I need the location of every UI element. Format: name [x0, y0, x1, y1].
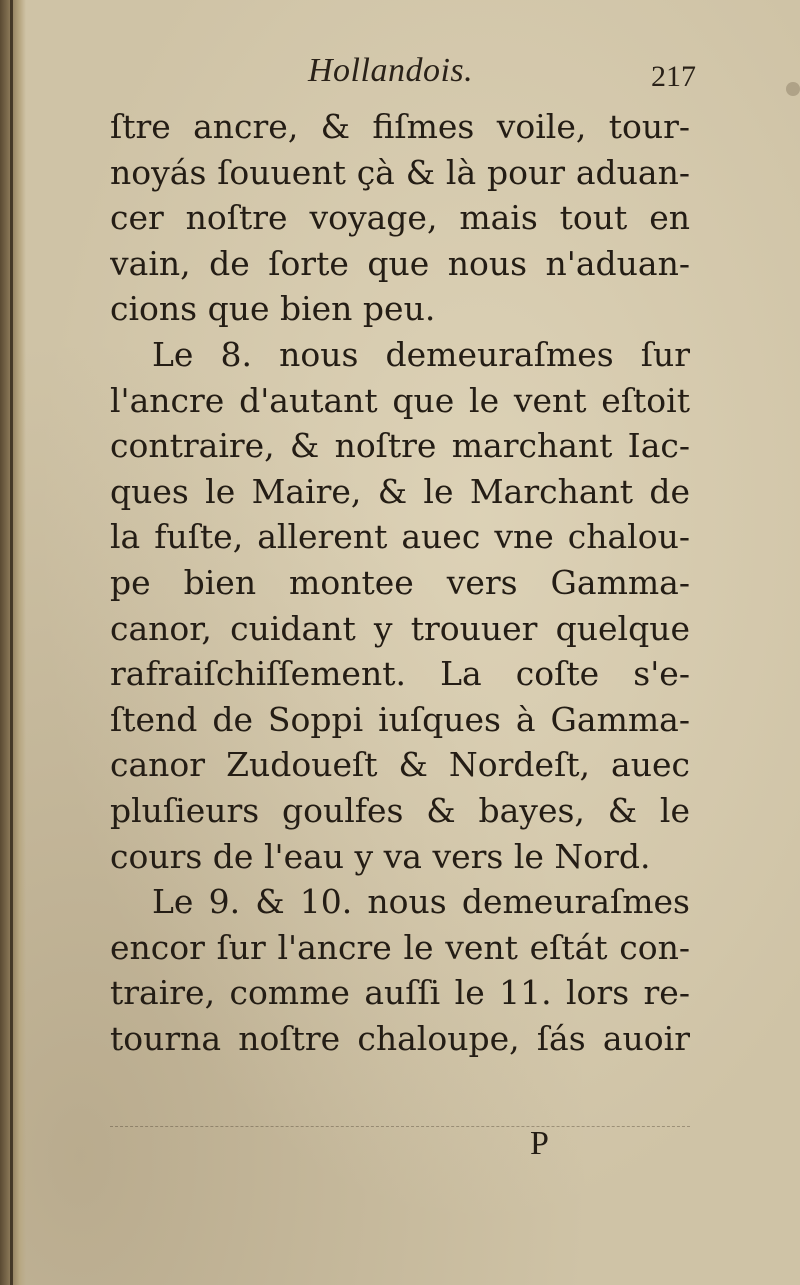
text-line: Le 9. & 10. nous demeuraſmes [152, 882, 690, 922]
text-line: pe bien montee vers Gamma- [110, 562, 690, 602]
text-line: pluſieurs goulfes & bayes, & le [110, 790, 690, 830]
text-line: vain, de ſorte que nous n'aduan- [110, 243, 690, 283]
page-binding-shadow [0, 0, 26, 1285]
text-line: ſtre ancre, & fiſmes voile, tour- [110, 107, 690, 146]
page-header [300, 52, 700, 102]
text-line: tourna noſtre chaloupe, ſás auoir [110, 1018, 690, 1058]
catchword: P [530, 1125, 549, 1162]
text-line: cours de l'eau y va vers le Nord. [110, 836, 651, 876]
text-line: cions que bien peu. [110, 289, 436, 329]
text-line: Le 8. nous demeuraſmes ſur [152, 334, 690, 374]
text-line: canor Zudoueſt & Nordeſt, auec [110, 745, 690, 785]
text-line: encor ſur l'ancre le vent eſtát con- [110, 927, 690, 967]
text-line: rafraiſchiſſement. La coſte s'e- [110, 654, 690, 694]
edge-stain [786, 82, 800, 96]
text-line: la fuſte, allerent auec vne chalou- [110, 517, 690, 557]
text-line: traire, comme auſſi le 11. lors re- [110, 973, 690, 1013]
text-line: contraire, & noſtre marchant Iac- [110, 426, 690, 466]
text-line: l'ancre d'autant que le vent eſtoit [110, 380, 690, 420]
text-line: ſtend de Soppi iuſques à Gamma- [110, 699, 690, 739]
binding-edge-line [10, 0, 13, 1285]
body-text [110, 104, 690, 1061]
footer-rule [110, 1126, 690, 1128]
text-line: cer noſtre voyage, mais tout en [110, 198, 690, 238]
page-number: 217 [651, 60, 696, 93]
text-line: canor, cuidant y trouuer quelque [110, 608, 690, 648]
text-line: noyás ſouuent çà & là pour aduan- [110, 152, 690, 192]
text-line: ques le Maire, & le Marchant de [110, 471, 690, 511]
running-title: Hollandois. [308, 52, 474, 89]
